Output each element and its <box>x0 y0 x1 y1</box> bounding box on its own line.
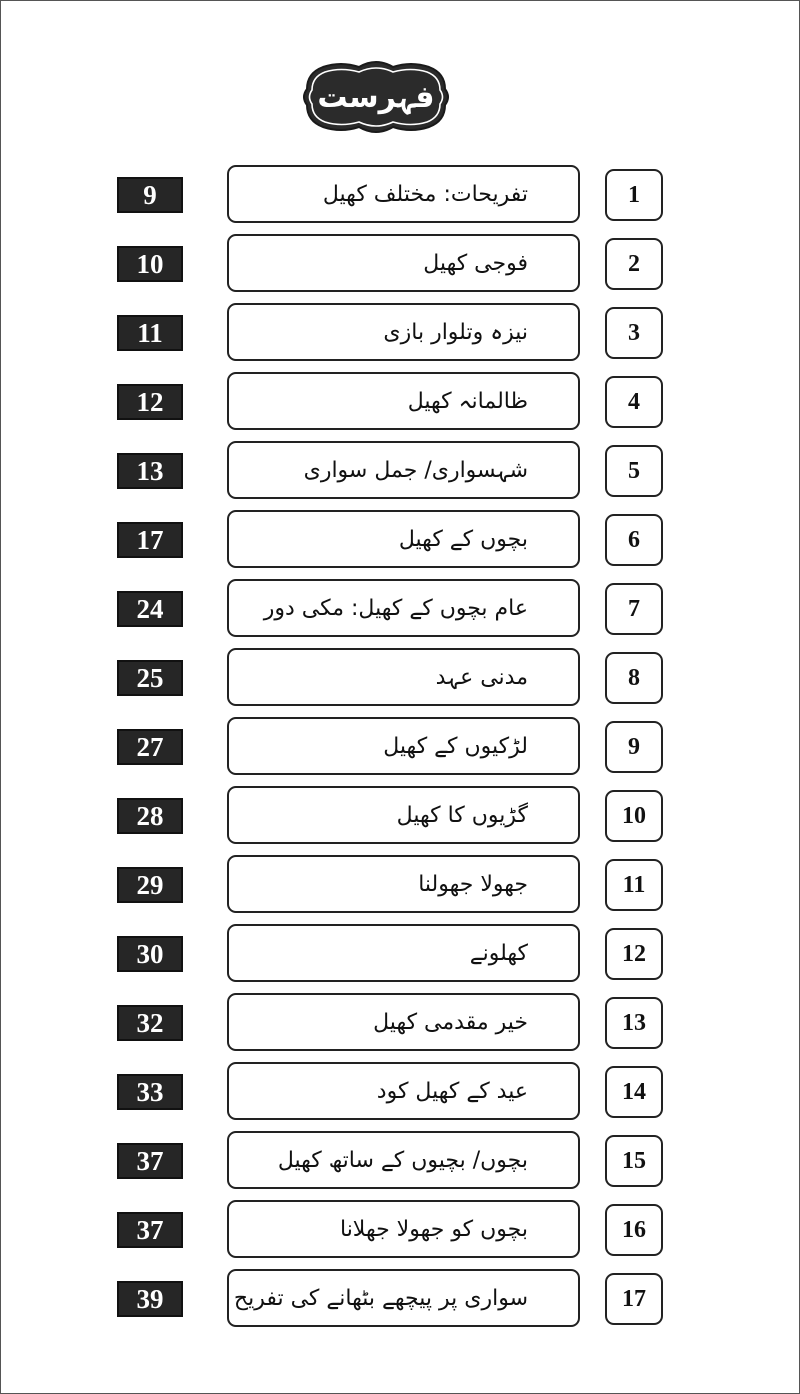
toc-entry-index: 16 <box>605 1204 663 1256</box>
toc-entry-index: 3 <box>605 307 663 359</box>
toc-row[interactable] <box>1 510 800 570</box>
toc-row[interactable] <box>1 717 800 777</box>
toc-row[interactable] <box>1 165 800 225</box>
page-number-badge: 9 <box>117 177 183 213</box>
toc-entry-index: 10 <box>605 790 663 842</box>
toc-entry-title[interactable]: شہسواری/ جمل سواری <box>227 441 580 499</box>
toc-entry-title[interactable]: سواری پر پیچھے بٹھانے کی تفریح <box>227 1269 580 1327</box>
toc-row[interactable] <box>1 1269 800 1329</box>
toc-row[interactable] <box>1 441 800 501</box>
page-number-badge: 37 <box>117 1212 183 1248</box>
toc-row[interactable] <box>1 303 800 363</box>
toc-entry-index: 4 <box>605 376 663 428</box>
toc-entry-title[interactable]: لڑکیوں کے کھیل <box>227 717 580 775</box>
page-number-badge: 17 <box>117 522 183 558</box>
toc-row[interactable] <box>1 786 800 846</box>
toc-row[interactable] <box>1 1200 800 1260</box>
toc-row[interactable] <box>1 924 800 984</box>
toc-row[interactable] <box>1 855 800 915</box>
toc-entry-index: 1 <box>605 169 663 221</box>
toc-entry-index: 2 <box>605 238 663 290</box>
toc-entry-title[interactable]: گڑیوں کا کھیل <box>227 786 580 844</box>
toc-entry-index: 5 <box>605 445 663 497</box>
page-number-badge: 24 <box>117 591 183 627</box>
page-number-badge: 30 <box>117 936 183 972</box>
toc-row[interactable] <box>1 579 800 639</box>
toc-entry-title[interactable]: بچوں کے کھیل <box>227 510 580 568</box>
toc-entry-index: 7 <box>605 583 663 635</box>
toc-row[interactable] <box>1 372 800 432</box>
page-number-badge: 37 <box>117 1143 183 1179</box>
toc-entry-index: 11 <box>605 859 663 911</box>
toc-entry-index: 6 <box>605 514 663 566</box>
toc-entry-index: 12 <box>605 928 663 980</box>
toc-entry-title[interactable]: فوجی کھیل <box>227 234 580 292</box>
page-number-badge: 27 <box>117 729 183 765</box>
page-number-badge: 12 <box>117 384 183 420</box>
page-number-badge: 11 <box>117 315 183 351</box>
toc-entry-title[interactable]: جھولا جھولنا <box>227 855 580 913</box>
page-number-badge: 25 <box>117 660 183 696</box>
toc-entry-index: 17 <box>605 1273 663 1325</box>
toc-entry-index: 9 <box>605 721 663 773</box>
toc-entry-index: 14 <box>605 1066 663 1118</box>
page-number-badge: 10 <box>117 246 183 282</box>
toc-entry-title[interactable]: تفریحات: مختلف کھیل <box>227 165 580 223</box>
toc-entry-title[interactable]: ظالمانہ کھیل <box>227 372 580 430</box>
toc-entry-title[interactable]: عام بچوں کے کھیل: مکی دور <box>227 579 580 637</box>
page-title: فہرست <box>317 79 435 115</box>
toc-entry-title[interactable]: کھلونے <box>227 924 580 982</box>
title-badge <box>301 59 451 135</box>
toc-entry-title[interactable]: بچوں کو جھولا جھلانا <box>227 1200 580 1258</box>
toc-entry-title[interactable]: خیر مقدمی کھیل <box>227 993 580 1051</box>
toc-entry-title[interactable]: نیزہ وتلوار بازی <box>227 303 580 361</box>
toc-entry-title[interactable]: مدنی عہد <box>227 648 580 706</box>
toc-row[interactable] <box>1 1062 800 1122</box>
toc-entry-title[interactable]: بچوں/ بچیوں کے ساتھ کھیل <box>227 1131 580 1189</box>
page-number-badge: 33 <box>117 1074 183 1110</box>
toc-entry-index: 15 <box>605 1135 663 1187</box>
page-number-badge: 39 <box>117 1281 183 1317</box>
toc-entry-index: 8 <box>605 652 663 704</box>
toc-row[interactable] <box>1 648 800 708</box>
page-number-badge: 29 <box>117 867 183 903</box>
page-number-badge: 28 <box>117 798 183 834</box>
page-number-badge: 32 <box>117 1005 183 1041</box>
page-number-badge: 13 <box>117 453 183 489</box>
toc-row[interactable] <box>1 1131 800 1191</box>
toc-row[interactable] <box>1 234 800 294</box>
toc-entry-title[interactable]: عید کے کھیل کود <box>227 1062 580 1120</box>
toc-row[interactable] <box>1 993 800 1053</box>
toc-entry-index: 13 <box>605 997 663 1049</box>
